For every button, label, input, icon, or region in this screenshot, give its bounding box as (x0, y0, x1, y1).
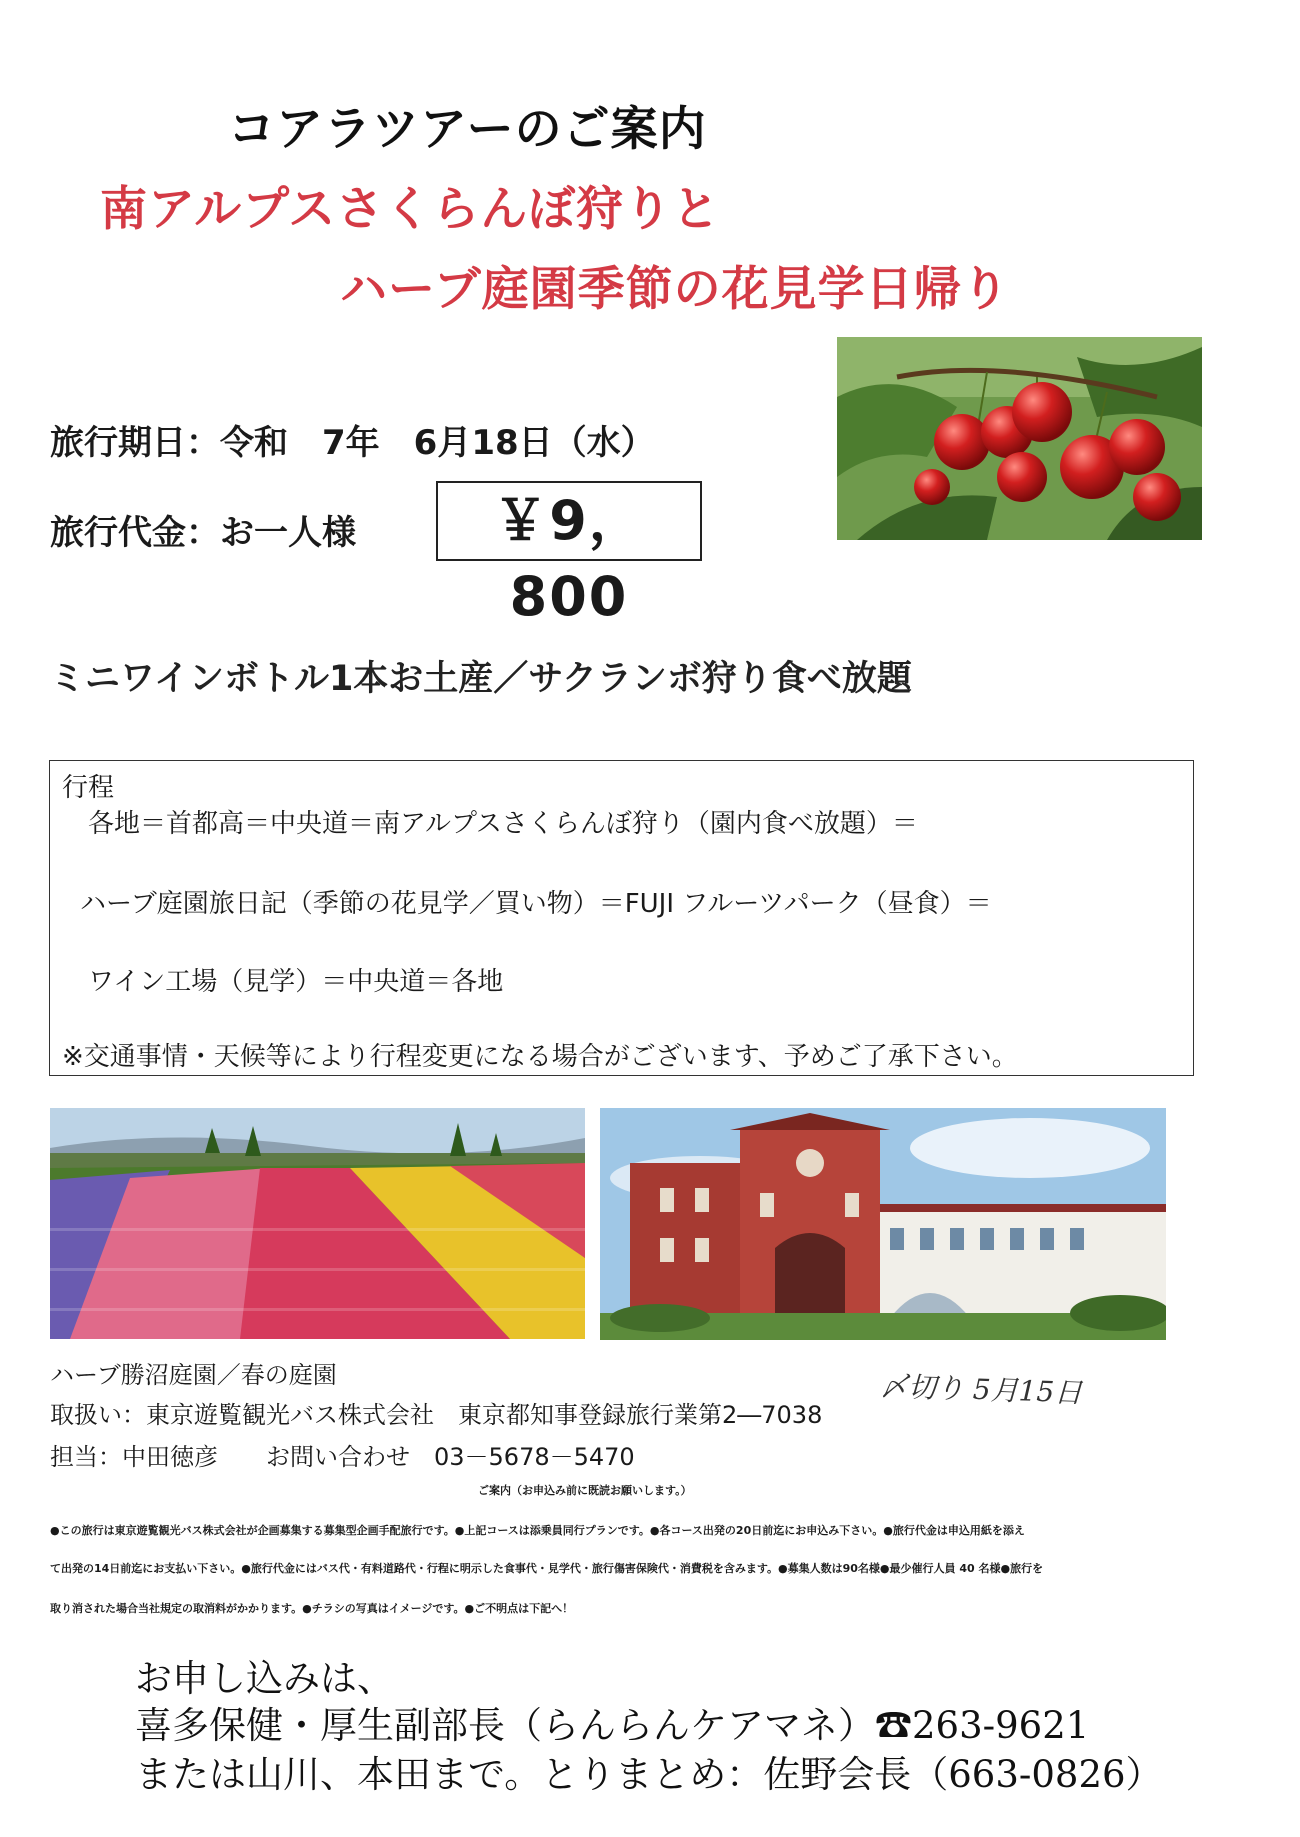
application-line: 喜多保健・厚生副部長（らんらんケアマネ）☎263-9621 (135, 1704, 1090, 1747)
notice-line: 取り消された場合当社規定の取消料がかかります。●チラシの写真はイメージです。●ご不明点は下記へ！ (50, 1602, 574, 1615)
flyer-title: コアラツアーのご案内 (228, 102, 707, 157)
tulip-field-photo (50, 1108, 585, 1339)
price-value: ￥9，800 (436, 481, 702, 561)
cherry-photo (837, 337, 1202, 540)
itinerary-line: 各地＝首都高＝中央道＝南アルプスさくらんぼ狩り（園内食べ放題）＝ (88, 809, 918, 839)
itinerary-line: ハーブ庭園旅日記（季節の花見学／買い物）＝FUJI フルーツパーク（昼食）＝ (80, 889, 992, 919)
notice-line: て出発の14日前迄にお支払い下さい。●旅行代金にはバス代・有料道路代・行程に明示した食事代・見学代・旅行傷害保険代・消費税を含みます。●募集人数は90名様●最少催行人員 40 名様●旅行を (50, 1562, 1044, 1575)
itinerary-box (49, 760, 1194, 1076)
winery-building-photo (600, 1108, 1166, 1340)
travel-date: 旅行期日：令和 7年 6月18日（水） (50, 423, 655, 463)
tour-highlight: ミニワインボトル1本お土産／サクランボ狩り食べ放題 (50, 659, 912, 699)
flyer-subtitle-line1: 南アルプスさくらんぼ狩りと (100, 182, 721, 237)
itinerary-line: ワイン工場（見学）＝中央道＝各地 (88, 967, 504, 997)
itinerary-heading: 行程 (62, 773, 115, 803)
handwritten-deadline: 〆切り 5月15日 (879, 1369, 1083, 1410)
organizer-handler: 取扱い：東京遊覧観光バス株式会社 東京都知事登録旅行業第2―7038 (50, 1401, 823, 1429)
notice-line: ●この旅行は東京遊覧観光バス株式会社が企画募集する募集型企画手配旅行です。●上記コースは添乗員同行プランです。●各コース出発の20日前迄にお申込み下さい。●旅行代金は申込用紙を添え (50, 1524, 1025, 1537)
itinerary-note: ※交通事情・天候等により行程変更になる場合がございます、予めご了承下さい。 (62, 1042, 1018, 1072)
flyer-subtitle-line2: ハーブ庭園季節の花見学日帰り (340, 262, 1010, 317)
photo-caption: ハーブ勝沼庭園／春の庭園 (50, 1361, 337, 1389)
price-label: 旅行代金：お一人様 (50, 513, 356, 553)
application-line: または山川、本田まで。とりまとめ：佐野会長（663-0826） (135, 1753, 1163, 1796)
notice-title: ご案内（お申込み前に既読お願いします。） (478, 1484, 692, 1497)
organizer-contact: 担当：中田徳彦 お問い合わせ 03－5678－5470 (50, 1443, 635, 1471)
application-line: お申し込みは、 (135, 1657, 394, 1700)
